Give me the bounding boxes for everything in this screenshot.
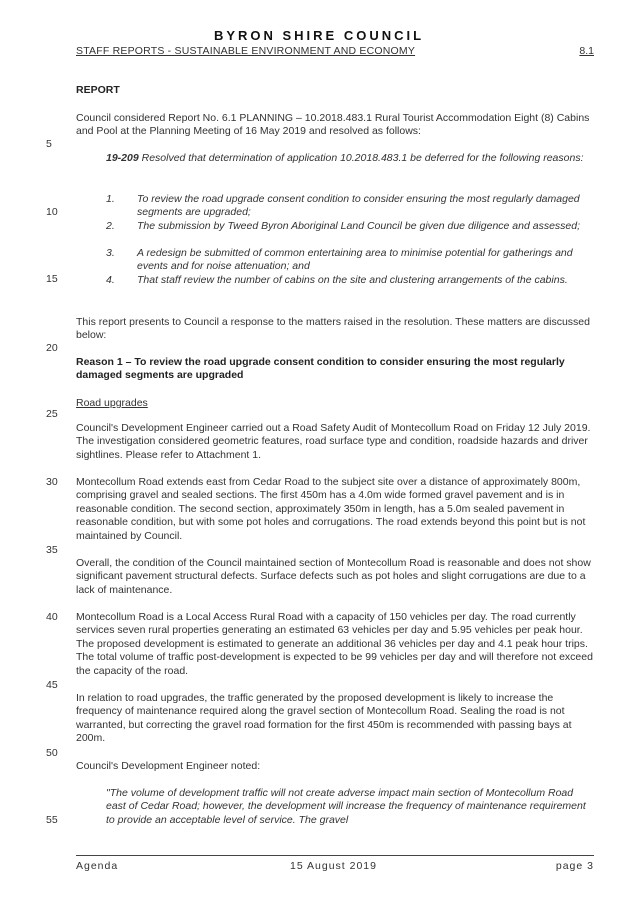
reason-number: 4. [106,274,115,286]
line-number-35: 35 [46,544,58,556]
line-number-25: 25 [46,408,58,420]
intro-paragraph: Council considered Report No. 6.1 PLANNING – 10.2018.483.1 Rural Tourist Accommodation Eight (8) Cabins and Pool at the Planning Meeting of 16 May 2019 and resolved as follows: [76,112,590,138]
reason-number: 1. [106,193,115,205]
line-number-55: 55 [46,814,58,826]
presents-paragraph: This report presents to Council a response to the matters raised in the resolution. These matters are discussed below: [76,316,590,342]
footer-page-number: page 3 [555,860,594,872]
road-upgrades-subheading: Road upgrades [76,397,148,409]
reason-text: The submission by Tweed Byron Aboriginal Land Council be given due diligence and assessed; [137,220,581,232]
resolution-number: 19-209 [106,152,139,164]
extends-paragraph: Montecollum Road extends east from Cedar Road to the subject site over a distance of approximately 800m, comprising gravel and sealed sections. The first 450m has a 4.0m wide formed gravel pavement and is in reasonable condition. The second section, approximately 350m in length, has a 5.0m sealed pavement in reasonable condition, but with some pot holes and corrugations. The road extends beyond this point but is not maintained by Council. [76,476,586,542]
audit-paragraph: Council's Development Engineer carried out a Road Safety Audit of Montecollum Road on Friday 12 July 2019. The investigation considered geometric features, road surface type and condition, roadside hazards and driver sightlines. Please refer to Attachment 1. [76,422,591,461]
line-number-30: 30 [46,476,58,488]
council-name: BYRON SHIRE COUNCIL [213,28,425,43]
resolution [106,152,586,165]
local-access-paragraph: Montecollum Road is a Local Access Rural Road with a capacity of 150 vehicles per day. The road currently services seven rural properties generating an estimated 63 vehicles per day and 5.95 vehicles per peak hour. The proposed development is estimated to generate an additional 36 vehicles per day and 4.1 peak hour trips. The total volume of traffic post-development is expected to be 99 vehicles per day and will therefore not exceed the capacity of the road. [76,611,593,677]
line-number-40: 40 [46,611,58,623]
report-number: 8.1 [579,45,594,57]
reason-number: 3. [106,247,115,259]
reason-1-heading: Reason 1 – To review the road upgrade consent condition to consider ensuring the most regularly damaged segments are upgraded [76,356,565,382]
resolution-text: Resolved that determination of application 10.2018.483.1 be deferred for the following reasons: [138,152,584,164]
footer-rule [76,855,594,856]
section-title: STAFF REPORTS - SUSTAINABLE ENVIRONMENT AND ECONOMY [76,45,416,57]
reason-number: 2. [106,220,115,232]
line-number-20: 20 [46,342,58,354]
reason-text: A redesign be submitted of common entertaining area to minimise potential for gatherings and events and for noise attenuation; and [137,247,573,273]
line-number-45: 45 [46,679,58,691]
footer-date: 15 August 2019 [290,860,377,872]
line-number-5: 5 [46,138,52,150]
line-number-15: 15 [46,273,58,285]
road-upgrades-paragraph: In relation to road upgrades, the traffic generated by the proposed development is likely to increase the frequency of maintenance required along the gravel section of Montecollum Road. Sealing the road is not warranted, but correcting the gravel road formation for the first 450m is recommended with passing bays at 200m. [76,692,572,745]
line-number-10: 10 [46,206,58,218]
overall-paragraph: Overall, the condition of the Council maintained section of Montecollum Road is reasonable and does not show significant pavement structural defects. Surface defects such as pot holes and slight corrugations are due to a lack of maintenance. [76,557,591,596]
engineer-quote: "The volume of development traffic will not create adverse impact main section of Montecollum Road east of Cedar Road; however, the development will increase the frequency of maintenance requirement to provide an acceptable level of service. The gravel [106,787,586,826]
footer-agenda: Agenda [76,860,119,872]
line-number-50: 50 [46,747,58,759]
report-heading: REPORT [76,84,120,96]
reason-text: That staff review the number of cabins on the site and clustering arrangements of the cabins. [137,274,568,286]
reason-text: To review the road upgrade consent condition to consider ensuring the most regularly damaged segments are upgraded; [137,193,580,219]
engineer-noted-paragraph: Council's Development Engineer noted: [76,760,261,772]
